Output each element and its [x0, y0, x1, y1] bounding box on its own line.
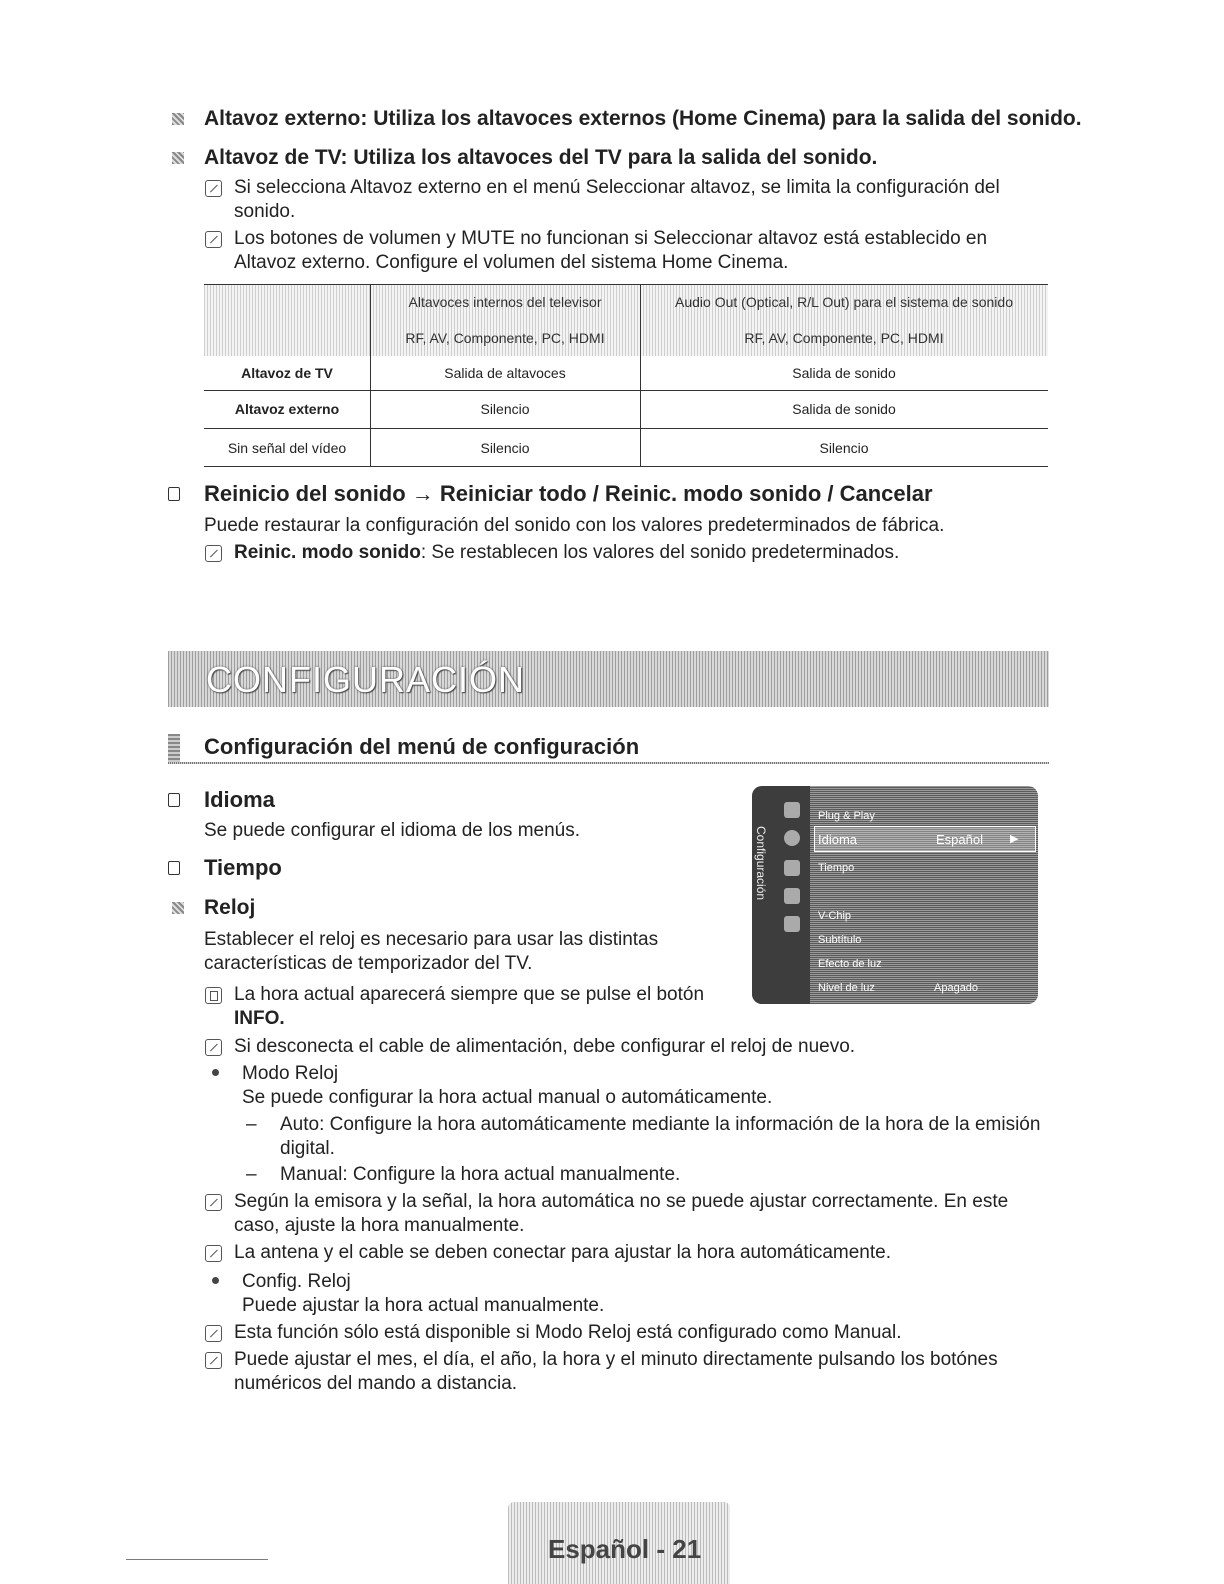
- table-rule: [204, 284, 1048, 285]
- note-text: Si selecciona Altavoz externo en el menú Seleccionar altavoz, se limita la configuración del: [234, 177, 1000, 198]
- page-number-badge: [508, 1502, 730, 1584]
- table-cell: Salida de sonido: [792, 401, 896, 417]
- reset-note-bold: Reinic. modo sonido: [234, 542, 421, 563]
- tv-menu-item: V-Chip: [818, 910, 852, 922]
- manual-text: Manual: Configure la hora actual manualmente.: [280, 1164, 681, 1185]
- table-header: RF, AV, Componente, PC, HDMI: [640, 320, 1048, 356]
- dash: –: [246, 1114, 257, 1135]
- subheading: Configuración del menú de configuración: [204, 734, 640, 759]
- tv-speaker-line: Altavoz de TV: Utiliza los altavoces del TV para la salida del sonido.: [204, 146, 878, 169]
- table-row-label: Altavoz de TV: [241, 365, 333, 381]
- note-icon: [205, 231, 222, 248]
- section-box-icon: [168, 861, 180, 875]
- table-cell: Silencio: [819, 439, 869, 456]
- note-icon: [205, 1325, 222, 1342]
- tv-menu-item: Tiempo: [818, 862, 855, 874]
- note-text: numéricos del mando a distancia.: [234, 1373, 518, 1394]
- bullet-square-icon: [172, 902, 184, 914]
- table-header: Altavoces internos del televisor: [370, 284, 640, 320]
- tv-menu-arrow-icon: ▶: [1010, 833, 1019, 845]
- note-icon: [205, 1039, 222, 1056]
- note-text: Los botones de volumen y MUTE no funcionan si Seleccionar altavoz está establecido en: [234, 228, 988, 249]
- note-icon: [205, 1352, 222, 1369]
- auto-text: Auto: Configure la hora automáticamente mediante la información de la hora de la emisión: [280, 1114, 1041, 1135]
- bullet-square-icon: [172, 113, 184, 125]
- section-banner: [168, 651, 1049, 707]
- tv-menu-item: Nivel de luz: [818, 982, 875, 994]
- idioma-text: Se puede configurar el idioma de los menús.: [204, 820, 581, 841]
- table-row-label: Altavoz externo: [234, 401, 340, 417]
- note-text: Puede ajustar el mes, el día, el año, la hora y el minuto directamente pulsando los botónes: [234, 1349, 998, 1370]
- tv-menu-item: Plug & Play: [818, 810, 875, 822]
- tv-menu-value: Apagado: [934, 982, 979, 994]
- table-row-label: Sin señal del vídeo: [227, 439, 347, 456]
- picture-icon: [784, 802, 800, 818]
- page-number: Español - 21: [548, 1534, 702, 1564]
- note-icon: [205, 180, 222, 197]
- note-icon: [205, 545, 222, 562]
- footer-rule: [126, 1559, 268, 1560]
- bullet-square-icon: [172, 152, 184, 164]
- tv-menu-item: Subtítulo: [818, 934, 862, 946]
- table-corner: [204, 284, 370, 356]
- reset-note-rest: : Se restablecen los valores del sonido predeterminados.: [420, 542, 900, 563]
- speaker-table: [204, 284, 1048, 467]
- table-header: RF, AV, Componente, PC, HDMI: [370, 320, 640, 356]
- support-icon: [784, 916, 800, 932]
- config-reloj-text: Puede ajustar la hora actual manualmente.: [242, 1295, 605, 1316]
- tv-menu-screenshot: [752, 786, 1038, 1004]
- note-text: Esta función sólo está disponible si Modo Reloj está configurado como Manual.: [234, 1322, 902, 1343]
- note-icon: [205, 1194, 222, 1211]
- external-speaker-line: Altavoz externo: Utiliza los altavoces externos (Home Cinema) para la salida del sonido.: [204, 107, 1082, 130]
- table-cell: Silencio: [480, 439, 530, 456]
- section-box-icon: [168, 793, 180, 807]
- reset-note: [234, 541, 899, 565]
- note-text: Según la emisora y la señal, la hora automática no se puede ajustar correctamente. En este: [234, 1191, 1009, 1212]
- modo-reloj-label: Modo Reloj: [242, 1063, 339, 1084]
- info-note: La hora actual aparecerá siempre que se pulse el botón: [234, 984, 705, 1005]
- input-icon: [784, 888, 800, 904]
- setup-gear-icon: [784, 830, 800, 846]
- info-button-icon: [205, 987, 222, 1004]
- tv-side-label-wrap: [754, 826, 770, 966]
- info-note-bold: INFO.: [234, 1008, 285, 1029]
- auto-text: digital.: [280, 1138, 335, 1159]
- idioma-heading: Idioma: [204, 787, 275, 812]
- reloj-text: Establecer el reloj es necesario para usar las distintas: [204, 929, 659, 950]
- tiempo-heading: Tiempo: [204, 855, 282, 880]
- tv-menu-item: Efecto de luz: [818, 958, 882, 970]
- table-header: Audio Out (Optical, R/L Out) para el sistema de sonido: [640, 284, 1048, 320]
- table-cell: Salida de sonido: [792, 365, 896, 381]
- note-text: La antena y el cable se deben conectar para ajustar la hora automáticamente.: [234, 1242, 891, 1263]
- bullet-dot-icon: [212, 1069, 219, 1076]
- subheading-marker: [168, 734, 180, 764]
- sound-icon: [784, 860, 800, 876]
- reset-text: Puede restaurar la configuración del sonido con los valores predeterminados de fábrica.: [204, 515, 945, 536]
- table-cell: Silencio: [480, 401, 530, 417]
- note-text: caso, ajuste la hora manualmente.: [234, 1215, 525, 1236]
- banner-title: CONFIGURACIÓN: [206, 659, 525, 700]
- reset-heading: Reinicio del sonido → Reiniciar todo / Reinic. modo sonido / Cancelar: [204, 481, 933, 506]
- table-rule: [204, 466, 1048, 467]
- note-text: Si desconecta el cable de alimentación, debe configurar el reloj de nuevo.: [234, 1036, 856, 1057]
- note-text: Altavoz externo. Configure el volumen del sistema Home Cinema.: [234, 252, 789, 273]
- tv-side-label: Configuración: [754, 826, 768, 901]
- reloj-heading: Reloj: [204, 896, 256, 919]
- table-rule: [204, 390, 1048, 391]
- note-text: sonido.: [234, 201, 296, 222]
- subheading-rule: [168, 762, 1049, 764]
- section-box-icon: [168, 487, 180, 501]
- note-icon: [205, 1245, 222, 1262]
- modo-reloj-text: Se puede configurar la hora actual manual o automáticamente.: [242, 1087, 773, 1108]
- bullet-dot-icon: [212, 1277, 219, 1284]
- table-rule: [204, 428, 1048, 429]
- config-reloj-label: Config. Reloj: [242, 1271, 351, 1292]
- table-cell: Salida de altavoces: [444, 365, 566, 381]
- tv-menu-item-selected: Idioma: [818, 832, 858, 847]
- tv-menu-value: Español: [936, 832, 983, 847]
- table-rule: [370, 284, 371, 467]
- table-rule: [640, 284, 641, 467]
- dash: –: [246, 1164, 257, 1185]
- reloj-text: características de temporizador del TV.: [204, 953, 533, 974]
